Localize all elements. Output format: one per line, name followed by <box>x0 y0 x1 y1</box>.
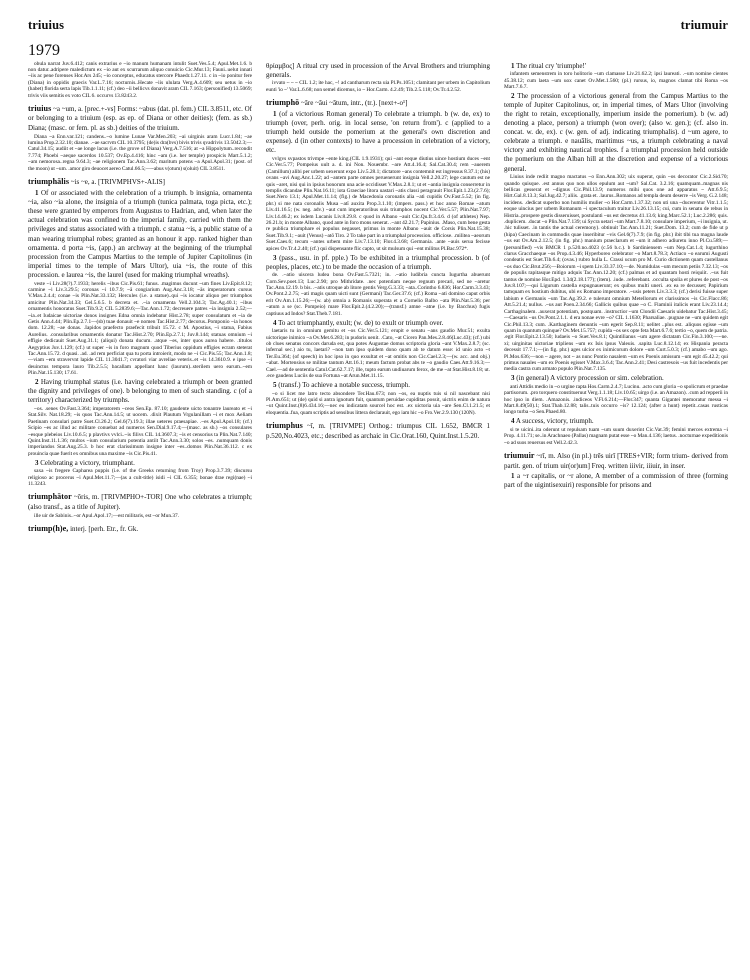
sense-text: (pass., usu. in pf. pple.) To be exhibited in a triumphal procession. b (of peoples, places, etc.) to be made the occasion of a triumph. <box>266 253 490 271</box>
sense-text: To act triumphantly, exult; (w. de) to exult or triumph over. <box>278 318 444 327</box>
headword-line <box>266 98 490 109</box>
sense-block <box>28 459 252 468</box>
column-container <box>28 60 728 980</box>
citation-block: anti Attidis medio in ~o urgine rapta Hos.Carm.2.4.7; Lucinu. .acto cum gloria ~o spolicrum et praedae partisorum. .pro torquero constitueruut Verg.1.1.18; Liv.10.65; uirgo (i.e. an Amazon). .cum ad repperii in hoc ipso in diem. .Amazonis. .indiceos V.Fl.6.214;—Flor.347; quanta Gigantei memoratur messa ~i Mart.8.49(50).1; Stat.Thab.12.88; talis..tuis occurro ~is? 12.124; (after a hunt) repetit..casas rusticas longo turba ~o Sen.Phaed.80. <box>504 383 728 416</box>
sense-block <box>504 62 728 71</box>
headword-line <box>28 177 252 188</box>
citation-block: Diana ~a Enn.var.121; candens..~o lumine Lunae Var.Men.203; ~ai uirginis aram Lucr.1.84; ~ae lumina Prop.2.32.10; dianae. .~ae sacrvm CIL 10.3795; (de)is dra(bvs) bivis trivis qvadrivis 13.5042.3;—Catul.34.15; audiit et ~ae longe lacus (i.e. the grove of Diana) Verg.A.7.516; at ~a Hippolytum..recondit 7.774; Phoebi ~aeque sacerdos 10.537; Ov.Ep.4.416; hinc ~am (i.e. her temple) prospicis Mart.5.1.2; ~am nemorosa..regna 9.64.3; ~ae religionem Tac.Ann.3.62; maritum potens ~a Apul.Apol.31; (post. of the moon) ut ~um. .amor giro deuocet aereo Catul.66.5;—~abus v(otum) s(oluit) CIL 3.8511. <box>28 133 252 172</box>
running-head-left: triuius <box>28 18 65 32</box>
sense-text: (in general) A victory procession or sim. celebration. <box>516 374 664 383</box>
column-2 <box>266 60 490 980</box>
page-number: 1979 <box>28 42 60 59</box>
headword: triumphus <box>266 421 303 431</box>
headword: triuius <box>28 103 52 113</box>
sense-number: 3 <box>35 458 39 467</box>
entry-triumphalis <box>28 177 252 487</box>
sense-block <box>266 110 490 155</box>
sense-number: 4 <box>511 417 515 426</box>
sense-block <box>504 417 728 426</box>
headword-line <box>28 492 252 512</box>
headword: triumuir <box>504 451 535 461</box>
sense-text: Of or associated with the celebration of a triumph. b insignia, ornamenta ~ia, also ~ia alone, the insignia of a triumph (tunica palmata, toga picta, etc.); these were granted by emperors from Augustus to Hadrian, and, when later the actual celebration was confined to the imperial family, carried with them the privileges and status associated with a triumph. c statua ~is, a public statue of a man wearing triumphal robes; granted as an honour it app. ranked higher than ornamenta. d porta ~is, (app.) an archway at the beginning of the triumphal procession from the Campus Martius to the temple of Jupiter Capitolinus (in imperial times to the temple of Mars Ultor), uia ~is, the route of this procession. e laurea ~is, the laurel (used for making triumphal wreaths). <box>28 189 252 279</box>
headword: triumphātor <box>28 492 72 502</box>
sense-text: a ~r capitalis, or ~r alone, A member of a commission of three (forming part of the uigintisexuiri) responsible for prisons and <box>504 472 728 490</box>
citation-block: laetaris tu in omnium gemitu et ~os Cic.Ver.5.121; erupit e senatu ~ans gaudio Mur.51; exulta uictorique inimico ~a Ov.Met.6.283; in pudoris uenit. .Cato, ~at Cicero Pan.Mes.2.8.46(Luc.43); (cf.) ubi ob clues senatus concors daruda est, qua potes Augustae domus scriptoria gloria ~ant V.Max.2.8.7; (sc. infernal sec.) aio tu, laetari? ~non tam ipso quidem dono quam ab te datum esse: id unio acto ~t Ter.Eu.364; (of speech) in hoc ipso in quo exsultat et ~at omitis non Cic.Cael.2.3;—(w. acc. and obj.) ~abat. Mortensius se militae tantum Att.16.1; meum factum probat abs te ~o gaudio Caes.Att.9.16.3;—Cael.—ad de sententia Catul.Cat.62.7.17; ille, tupto earum undiuarum ferox, de me ~at Stat.Hist.8.18; ut. .ece gaudens Luciis de sua Fortuna ~at Arun.Met.11.15. <box>266 328 490 380</box>
headword-line <box>504 451 728 471</box>
sense-number: 1 <box>35 189 39 198</box>
sense-block <box>266 254 490 272</box>
sense-text: (transf.) To achieve a notable success, triumph. <box>278 380 411 389</box>
sense-block <box>504 92 728 174</box>
sense-number: 3 <box>511 374 515 383</box>
sense-number: 4 <box>273 318 277 327</box>
sense-number: 2 <box>511 91 515 100</box>
citation-block: infantem semenstrem in toro holitorio ~um clamasse Liv.21.62.2; ipsi laureati. .~um nomine cientes 45.38.12; cum laeta ~um uox canet Ov.Met.1.560; (pl.) rursus, io, magnos clamat tibi Roma ~os Mart.7.6.7. <box>504 71 728 90</box>
sense-text: Celebrating a victory, triumphant. <box>40 458 135 467</box>
headword-detail: ~rī, m. Also (in pl.) trēs uirī [TRES+VIR; form trium- derived from partit. gen. of trium uir(or)um] Freq. written iiivir, iiiuir, in inser. <box>504 452 728 470</box>
sense-text: The ritual cry 'triumphe!' <box>516 61 587 70</box>
citation-block: vvlgvs svpastos trivmpe ~ente king.(CIL 1.9.1931); qui ~ant eoque diutius uince hostium duces ~ent Cic.Ver.5.77; Pompeius uult a. d. ini Non. Nouembr. ~are Att.4.16.4; Sal.Cat.30.4; rem ~auerem (Camillum) alibi per urbem uexerunt expo Liv.5.28.1; dictatore ~ans contemnit est ingressus 8.37.1; (his) ovans ~avi Aug.Anc.1.22; ad ~antem parte omnes peruenerunt insignia Vell.2.20.27; lege cautum est ne quis ~aret, nisi qui in ipsius honorum una acie occidisset V.Max.2.8.1; ut et ~antia insignia conserretur in templis dicandae Plin.Nat.16.11; iota Graeciae litora uastari ~atis classi peragrauit Flor.Epit.1.23.(2.7.6); Suet.Nero 13.1; Apul.Met.11.14; (fig.) de Macedonia coronatis alia ~ati cupidis Ov.Fast.5.52; (in fig. phr.) si me nata coronalis Musa ~atī auxita Prop.3.1.10; (impers. pass.) et hoc anno Romae ~atum Liv.41.16.5; (w. neg. adv.) ~aut cum imperatoribus suis triumphos nocent Cic.Ver.5.57; Plin.Nat.7.97; Liv.14.46.2; ex isdem Lucanis Liv.8.29.8. c quod in Albano ~auit Cic.Qu.fr.3.4.6. d (of athletes) Nep. 26.21.b; in monte Albano, quod ante in foro mons senerat. .~ant 42.21.7; Papinius. .Maso, cum bene gesta re publica triumphare ei populus negasset, primus in monte Albano ~auit de Corsis Plin.Nat.15.38; Suet.Tib.9.1; ~auit (Venus) ~atō Tiro. 2 To take part in a triumphal procession. officiose. .militea ~aeorum Suet.Caes.6; tecum ~antes urbem mire Liv.7.13.10; Flor.4.3.68; Germania. .ante ~auis serua fecisse apices Ov.Tr.4.2.40; (cf.) qui dispensante flic capto, ut sit mulsum qui ~ent militus Pl.Bac.972*. <box>266 155 490 252</box>
entry-triuius <box>28 104 252 172</box>
entry-triumphe <box>28 524 252 535</box>
sense-number: 3 <box>273 253 277 262</box>
headword: triump(h)e, <box>28 524 69 534</box>
citation-block: obula narrat Juv.6.412; canis extrarius e ~io manum humanam intulit Suet.Ves.5.4; Apul.Met.1.6. b non datur..adripere maledictum ex ~io aut ex scurrarum aliquo conuicio Cic.Mur.13; Fauni..uelut innati ~iis ac pene forenses Hor.Ars 245; ~io conceptus, educatus stercore Phaedr.1.27.11. c in ~io ponitur fere (Diana) in oppidis graecis Var.L.7.16; nocturnis..Hecate ~iis ululata Verg.A.4.609; seu uetus in ~io (habet) florida serta lapis Tib.1.1.11; (cf.) deo ~ii bellicvs donavit aram CIL 7.163; (personified) 13.5069; trivis viis semitis ex voto CIL 6. occurvs 13.8243.2. <box>28 60 252 99</box>
citation-block: ~o si licet me latro tecto absondere Ter.Hau.673; non ~os, ea nuptis tuis si nil nascebant nisi Pl.Am.651; ut (de) quid si antra ignotum fuit, quantum peruidae cupiditas possit, uictrix enim de natura ~ut Quint.Inst.(8)6.434.16;—nec eu indicatam sourcel hoc est. .ex uictoria uia ~are Sen.Cl.1.21.5; et eloquentia..fua, quam scriptis ad sensibus littera declarauit, ego iam hic ~o Fro.Ver.2.9.130 (120N). <box>266 390 490 416</box>
entry-triumphus-continued <box>504 62 728 447</box>
entry-triumuir <box>504 451 728 490</box>
sense-block <box>266 319 490 328</box>
headword-detail: ~āre ~āui ~ātum, intr., (tr.). [next+-o¹] <box>300 99 408 107</box>
headword-detail: ~ī, m. [TRIVMPE] Orthog.: triumpus CIL 1.652, BMCR 1 p.520,No.4023, etc.; described as archaic in Cic.Orat.160, Quint.Inst.1.5.20. <box>266 422 490 440</box>
headword-line <box>28 104 252 133</box>
entry-triumpho <box>266 98 490 416</box>
entry-triumphus <box>266 421 490 441</box>
sense-number: 1 <box>511 472 515 481</box>
headword-line <box>266 421 490 441</box>
headword-detail: ~a ~um, a. [prec.+-vs] Forms: ~abus (dat. pl. fem.) CIL 3.8511, etc. Of or belonging to a triuium (esp. as ep. of Diana or other deities); (fem. as sb.) Diana; (masc. or fem. pl. as sb.) deities of the triuium. <box>28 104 252 132</box>
citation-block: Liuius inde rediit magno mactatus ~o Enn.Ann.302; uix superat, quin ~os decorator Cic.2.Sid.70; quando quisque. .est annus quo non ullos epulum aut ~um? Sal.Cat. 3.2.16; quamquam..magnas nis bellicas gesserat et ~dignus Cic.Phil.13.9; numeros mihi quos one ad apparatus ~ Att.6.9.5; Hirt.Gal.8.13.3; Sal.Jug.42.7; aliis. .grata et. .laurus..Romanos ad templa deum deserre ~is Verg. G.2.148; incidens. .dedicat superbo non humilis mulier ~o Hor.Carm.1.37.32; non uti una ~ducerentur Vitr.1.1.5; eoque uincius per urbem Romanum ~i spectaculum traitur Liv.26.13.15; cui, cum in senatu de rebus in Histria..prospere gestis disseruisset, postulanti ~us est decretus 41.13.6; king.Marc.52.1; Luc.2.286; quis. .duplicem. .ducat ~o Plin.Nat.7.139; ui Sycra uetari ~um Mart.7.8.10; consulare imperium, ~i insignia, ut. .hic tulisset. .in tantis the actual ceremony). obtinuit Tac.Ann.11.21; Suet.Dom. 13.2; cum de fide ut p (hipa) Caecinam in commodis quae inseribitur ~vis Gel.6(7).7.9; (in fig. phr.) ibit tibi tua magna laude ~us eat Ov.Am.2.12.5; (in fig. phr.) manium praeclarum et ~um it adhero adiuretu inno Pl.Cu.589;—(personified) ~vis BMCR 1 p.520.no.4023 (c.56 b.c.). b Sardiniensem ~um Nep.Cat.1.4; lugurthino clarus Gracchaeque ~os Prop.4.3.46; Hyperboreo celebrator ~o Mart.8.78.3; Actiaco ~o earumi Augusti condeatis est Suet.Tib.6.4; (ovas.) rubro hulla L. Crassi ucum pro M. Curio dictionem quam castellanus ~os duo Cic.Brut.256;—Boiorum ~i spem Liv.33.37.10;—de. Numidulas ~um mecum petiis 7.32.13; ~os de populis rapitasque mitigo adquis Tac.Ann.12.20; (cf.) palmas et ad quantam hosti reiquiit. .~us fuit tantus de nomine Hor.Epd. 1.34(2.18.177); (item). .iude. .referebant. .occulta spolia et plures de post ~os Juv.8.107;—qui Ligurum castella expugnauerunt; ex quibus multi uneri. .ex ea re decusset; Papirium tamquam ex hostium dubitus, ubi ex Romano imperatore. .~usis peters Liv.3.3.3; (cf.) derisi fuisse super labium e Germanis ~um Tac.Ag.39.2. e tulerunt omnium Metellorum et clarissimos ~is Cic.Flacc.86; Att.5.21.4; nullus. .~us aut Poen.2.34.66; Gallicis quibus quae ~o C. Flaminii italicis erant Liv.23.14.4; Carthaginalem. .auxerat potentiam, postquam. .instructior ~um Clondii Caesaris uidebatur Tac.Hist.3.45;—Caesaris ~us Ov.Pont.2.1.1. d era nonae evre ~o? CIL 1.1630; Pharsaliae. .pugnae ne ~um quidem egit Cic.Phil.13.3; cum. .Karthaginem denuntis ~um egerit Sep.8.11; uelitet ..plus est. .aliquos egisse ~um quam in quantum quinque? Ov.Met.15.757; cupida ~os sex opte feta Mart.6.7.6; tertio ~o, quem de patria. .egit Flor.Epit.2.13.50; ludaeis ~o Suet.Ves.8.1; Quintilianus ~um agere dictatam Cic.Fin.3.100;—~ne. xi; uirginitas uictoriae tripliens ~um ex Isis ipsus Valeuis. .sapita Luc.8.12.14; ex Hispania peracta decessit 17.7.1;—(in fig. phr.) ages ulcior ex inimicorum dolore ~um Curt.5.0.3; (cf.) amabo ~um ago. Pl.Mos.636;—non ~ agere, not ~ as nunc Pontio nasalem ~um ex Poenis amissum ~um egit 45.42.2; qui primus nauales ~um ex Poenis egisset V.Max.3.6.4; Tac.Ann.2.41; Desi castresois ~us fuit incedentis per media castra cum armato populo Plin.Nat.7.135. <box>504 174 728 373</box>
entry-triumphator <box>28 492 252 519</box>
sense-number: 1 <box>511 61 515 70</box>
headword: triumphālis <box>28 177 70 187</box>
citation-block: saxa ~is fregere Capharea puppis (i.e. of the Greeks returning from Troy) Prop.3.7.39; discursu religioso ac procerus ~i Apul.Met.11.7;—(as a cult-title) isidi ~i CIL 6.355; bonae drae regi(nae) ~i 11.3243. <box>28 468 252 488</box>
sense-block <box>28 378 252 405</box>
headword-detail: ~is ~e, a. [TRIVMPHVS+-ALIS] <box>70 178 165 187</box>
sense-number: 2 <box>35 378 39 387</box>
citation-block: ~os. .senes Ov.Fast.3.364; imperatorem ~ceos Sen.Ep. 87.10; gaudente uicto tonantre laureato et ~i Stat.Silv. Nat.18.29; ~is quos Tac.Ann.14.5; ut uocem. .dixit Plautum Vrgulanillam ~i et mox Aeliam Paetinam consulari patre Suet.Cl.26.2; Gel.6(7).19.3; illae ueteres praesapiae. .~es Apul.Apol.18; (cf.) Scipio ~es ac illud ac militare conuebat ad numeros Sen.Dial.9.17.4;—(masc. as sb.) ~os consulares ~esque plebeios Liv.10.6.5; p plavtivs vvlci..~is filivs CIL 14.3607.3; ~is et censorius ta Plin.Nat.7.140; Quint.Inst.11.1.36; multos ~ium consularium potentia antiit Tac.Ann.3.30; solos ~es. .numquam donis imperiandos Stat.Aug.25.3. b hoc erat clarissimum insigne inter ~es..domos Plin.Nat.36.112. c ex prouincia quae fuerit ex omnibus una maxime ~is Cic.Pis.41. <box>28 405 252 457</box>
sense-block <box>504 472 728 490</box>
headword-line <box>28 524 252 535</box>
sense-text: (of a victorious Roman general) To celebrate a triumph. b (w. de, ex) to triumph (over, perh. orig. in local sense, 'on return from'). c (applied to a triumph held outside the pomerium at the general's own discretion and expense). d (in other contexts) to have a procession in celebration of a victory, etc. <box>266 110 490 155</box>
running-head <box>28 18 728 38</box>
column-1 <box>28 60 252 980</box>
citation-block: si te uicini..ita oderunt ut repulsam tuam ~um suum duxerint Cic.Vat.39; femini merces extrema ~i Prop. 4.11.71; se..in Arachnaeo (Pallas) magnam putat esse ~o Man.4.136; laetus. .nocturnae expeditionis ~o ad suos reuersus est Vell.2.42.3. <box>504 426 728 446</box>
sense-block <box>28 189 252 280</box>
sense-text: The procession of a victorious general from the Campus Martius to the temple of Jupiter Capitolinus, or, in imperial times, of Mars Ultor (involving the right to retain, exceptionally, imperium inside the pomerium). b (w. ad) denoting a place, person) a triumph (won over); (also w. gen.); (cf. also in. concat. w. de, ex). c (w. gen. of adj. indicating triumphalis). d ~um agere, to celebrate a triumph. e nauālis, maritimus ~us, a triumph celebrating a naval victory and exhibiting nautical trophies. f a triumphal procession held outside the pomerium on the Alban hill at the discretion and expense of a victorious general. <box>504 91 728 173</box>
citation-block: de. .~atio uiscera ludea bona Ov.Fast.5.7321; in. .~atio ludibria cuncta Iugurtha abuerunt Corn.Sev.poet.13; Luc.2.90; pro Mithridate. .nec potentiam neque regnum precari, sed ne ~aretur Tac.Ann.12.19. b bis. .~atis utroque ab litore gentis Verg.G.3.33; ~ata..Corintho 6.836; Hor.Carm.3.3.43; Ov.Pont.2.2.75; ~ati magis quam uicti sunt (Germani) Tac.Ger.37.6; (cf.) Roma ~ati domino caput orbis erit Ov.Am.1.15.26;—(w. ab) omnia a Romanis superata et a Cornelio Balbo ~ata Plin.Nat.5.36; per ~atum a se (sc. Pompeio) mare Flor.Epit.2.(4.2.20);—(transf.) amne ~atne (i.e. by Bacchus) fugis captiuus ad Indos? Stat.Theb.7.181. <box>266 272 490 317</box>
citation-block: ille uir de Sabinis..~or Apul.Apol.17;—est militaris, est ~or Mun.37. <box>34 513 180 520</box>
sense-text: Having triumphal status (i.e. having celebrated a triumph or been granted the dignity and privileges of one). b belonging to men of such standing. c (of a territory) characterized by triumphs. <box>28 378 252 405</box>
sense-number: 1 <box>273 110 277 119</box>
headword-detail: interj. [perh. Etr., fr. Gk. <box>70 525 139 534</box>
headword-detail: ~ōris, m. [TRIVMPHO+-TOR] One who celebrates a triumph; (also transf., as a title of Jupiter). <box>28 493 252 511</box>
column-3 <box>504 60 728 980</box>
running-head-right: triumuir <box>680 18 728 32</box>
headword: triumphō <box>266 98 300 107</box>
sense-text: A success, victory, triumph. <box>515 417 594 426</box>
citation-block: veste ~i Liv.28(?).7.1933; herelis ~ibus Cic.Pis.61; funus. .magimus ducunt ~um fines Liv.Epit.8.12; carmine ~i Liv.3.29.5; coronas ~i 10.7.9; ~ā congiarium Aug.Anc.3.18; ~ās imperatorum cursus V.Max.2.4.4; conae ~is Plin.Nat.33.132; Hercules (i.e. a statue)..qui ~is iocatur aliquo per triumphos amicitur Plin.Nat.34.33; Gel.5.6.5. b decreta et. .~ia ornamenta Vell.2.104.3; Tac.Ag.40.1; ~ibus ornamentis honoratus Suet.Tib.9.2; CIL 5.2839.6;—Tac.Ann.1.72; decreuere patres ~ia insignia 2.52;—~ia..et Iudaicae uictoriae donos insignes Edna omnia indebatur Hist.2.78; super consulatum et ~ia de Getis Ann.4.44; Plin.Ep.2.7.1—(sb) tuae donauit ~e nomen Tac.Hist.2.77; decorus..Pomponio ~ia honos dom. 12.28; ~ae donas. .Iapidos praefecto praefecit tribuit 15.72. c M. Apostius, ~i statua, Fabius Aurelius. .consularibus ornamentis donatur Tac.Hist.2.70; Plin.Ep.2.7.1; Juv.8.144; statuas omnium ~i effigie dedicauit Suet.Aug.31.1; (aliqui) donata ducum. .atque ~es, inter quos aurea habere. .titulos Aegyptius Juv.1.129; (cf.) ut super ~is in foro magnum quod Tiberius oppidum effigies ecram steterat Tac.Ann.15.72. d quasi. .ad. .ad rem perficiat qua tu porta introierit, modo ne ~i Cic.Pis.55; Tac.Ann.1.8;—viam ~em stravervnt lapide CIL 11.3041.7; cvratori viar avreliae veteris..et ~is 14.3610.9. e ipse ~i deuinctus tempora lauro Tib.2.5.5; bacallam appellant hanc (laurum)..sterilem uero earum..~em Plin.Nat.15.130; 17.61. <box>28 280 252 377</box>
page-header <box>28 18 728 60</box>
sense-block <box>504 374 728 383</box>
sense-block <box>266 381 490 390</box>
sense-number: 5 <box>273 380 277 389</box>
citation-block: ivvato ~ ~ ~ CIL 1.2; ite hac, ~! ad cantharum recta uia Pl.Ps.1051; clamitant per urbem in Capitolium eunti 'io ~' Var.L.6.68; non semel dicemus, io ~ Hor.Carm. 4.2.49; Tib.2.5.118; Ov.Tr.4.2.52. <box>266 80 490 93</box>
sense-text-continued: θρίαμβος] A ritual cry used in procession of the Arval Brothers and triumphing generals. <box>266 61 490 79</box>
